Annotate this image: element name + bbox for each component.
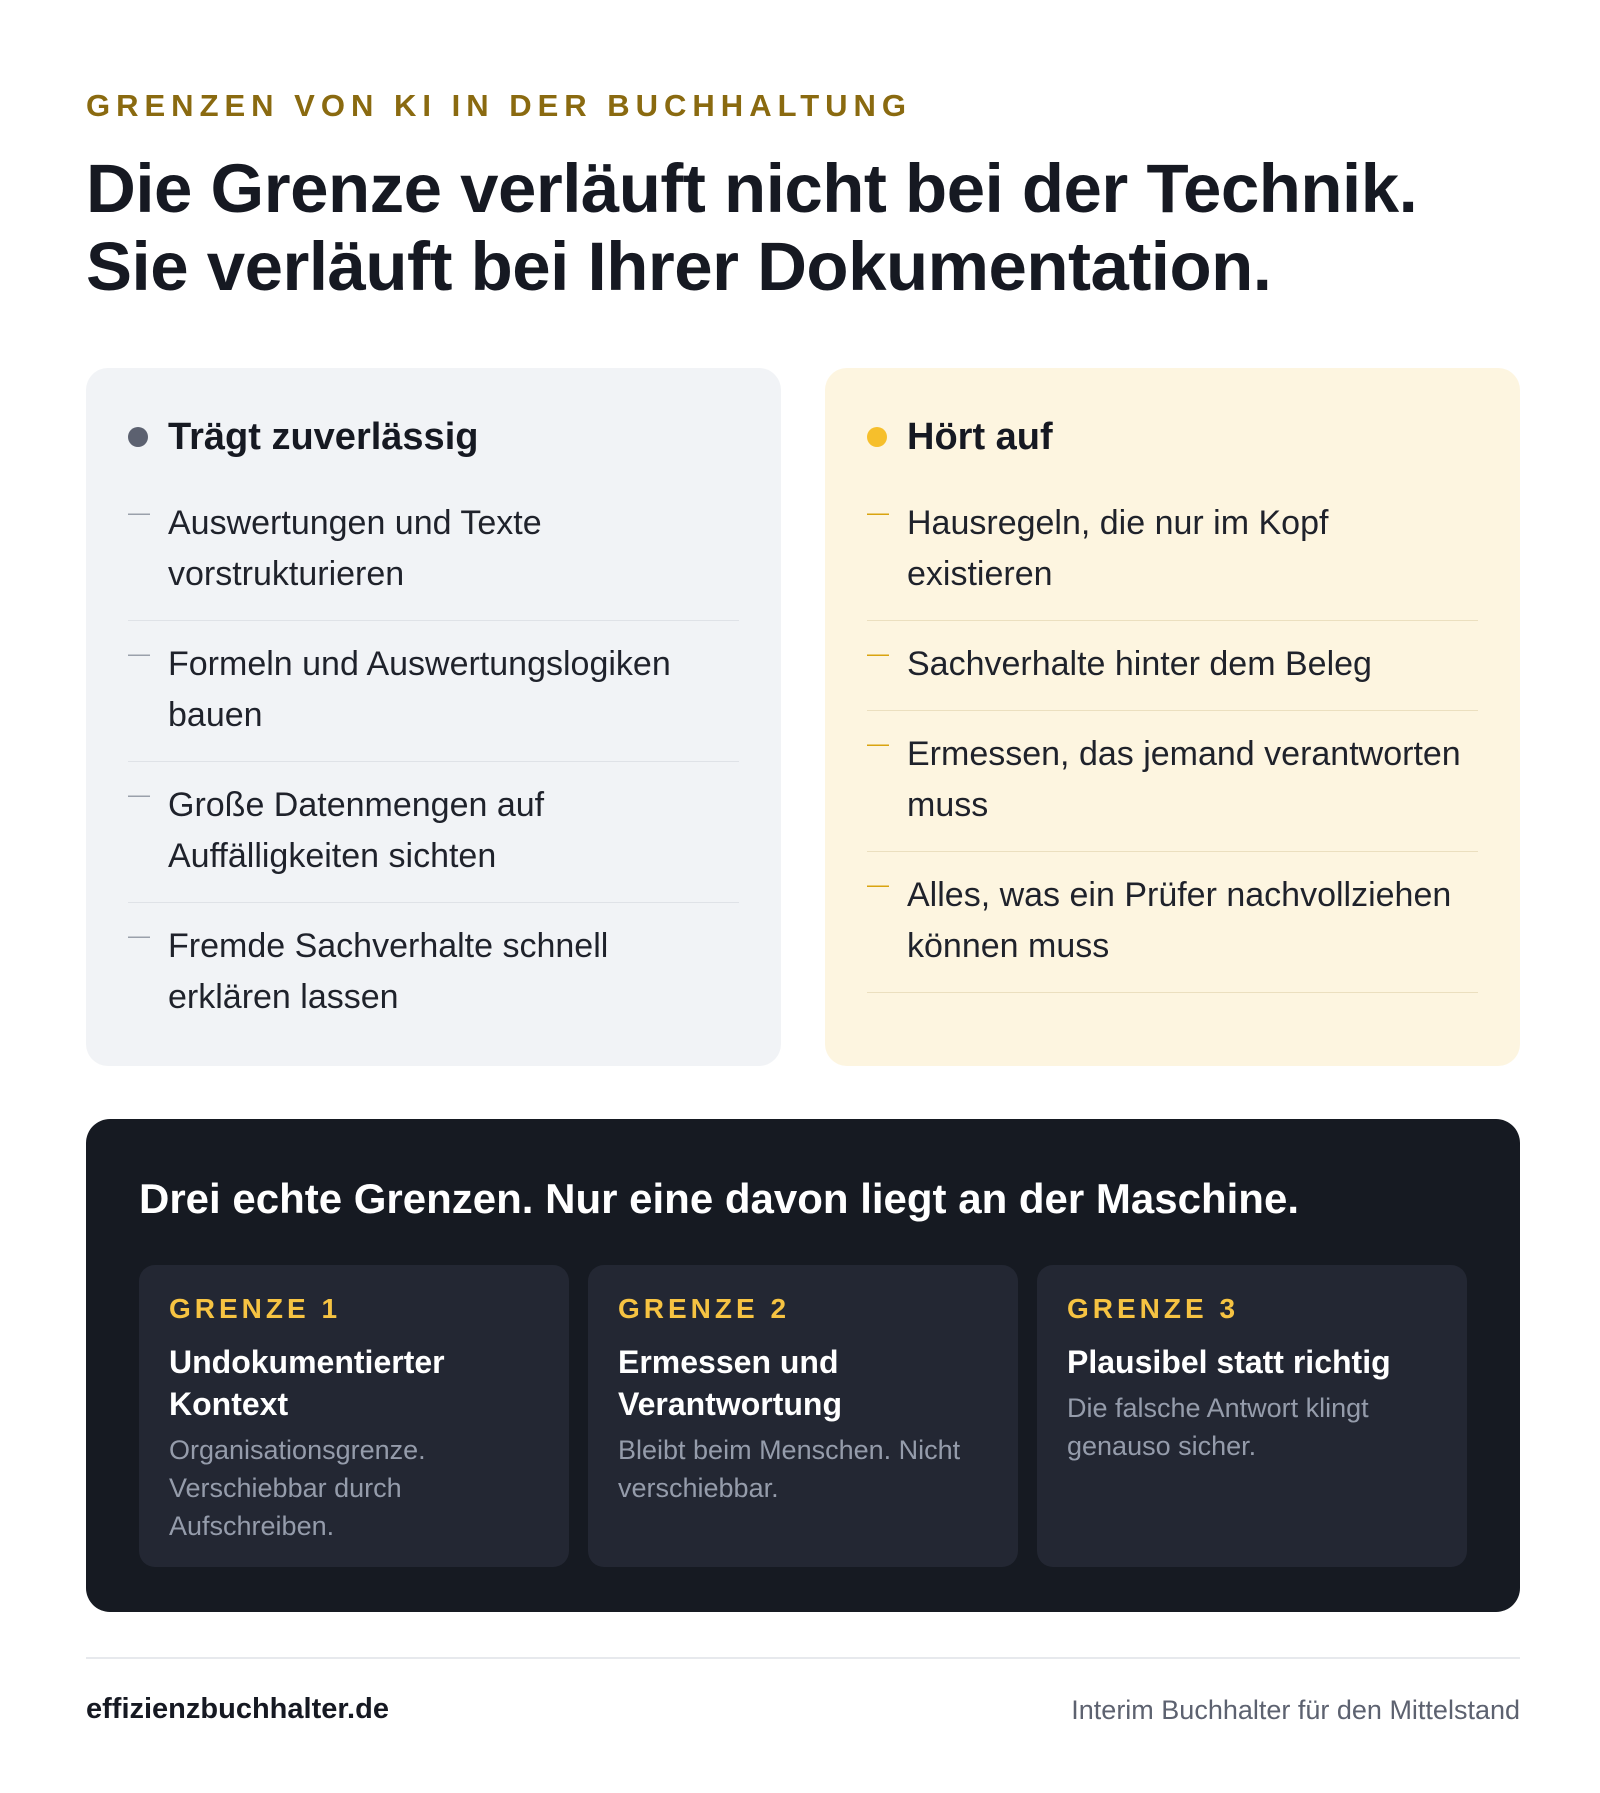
list-item-text: Formeln und Auswertungslogiken bauen: [168, 645, 671, 734]
stops-card: [825, 368, 1520, 1066]
dash-icon: —: [128, 923, 150, 948]
reliable-card-title: Trägt zuverlässig: [168, 415, 479, 458]
limit-label: GRENZE 1: [169, 1293, 342, 1324]
footer-tagline: Interim Buchhalter für den Mittelstand: [1071, 1695, 1520, 1725]
list-item-text: Auswertungen und Texte vorstrukturieren: [168, 504, 542, 593]
reliable-card-header: [128, 412, 739, 462]
limit-label: GRENZE 2: [618, 1293, 791, 1324]
list-item-text: Fremde Sachverhalte schnell erklären lassen: [168, 927, 609, 1016]
limits-panel: [86, 1119, 1520, 1612]
limit-description: Die falsche Antwort klingt genauso sicher.: [1067, 1393, 1369, 1461]
dash-icon: —: [867, 500, 889, 525]
list-item: [867, 852, 1478, 993]
list-item-text: Sachverhalte hinter dem Beleg: [907, 645, 1372, 683]
limit-title: Plausibel statt richtig: [1067, 1344, 1391, 1380]
limit-title: Ermessen und Verantwortung: [618, 1344, 843, 1422]
list-item: [128, 480, 739, 621]
limits-panel-title: Drei echte Grenzen. Nur eine davon liegt an der Maschine.: [139, 1175, 1299, 1222]
list-item-text: Große Datenmengen auf Auffälligkeiten sichten: [168, 786, 545, 875]
limit-description: Bleibt beim Menschen. Nicht verschiebbar.: [618, 1435, 961, 1503]
dash-icon: —: [128, 782, 150, 807]
list-item: [128, 621, 739, 762]
limit-card-3: [1037, 1265, 1467, 1567]
page-title-line-1: Die Grenze verläuft nicht bei der Technik.: [86, 150, 1418, 227]
list-item: [867, 621, 1478, 711]
yellow-dot-icon: [867, 427, 887, 447]
reliable-card: [86, 368, 781, 1066]
list-item: [128, 903, 739, 1043]
limit-title: Undokumentierter Kontext: [169, 1344, 445, 1422]
dash-icon: —: [128, 641, 150, 666]
dash-icon: —: [867, 872, 889, 897]
stops-card-header: [867, 412, 1478, 462]
list-item: [867, 711, 1478, 852]
eyebrow-label: GRENZEN VON KI IN DER BUCHHALTUNG: [86, 88, 913, 123]
website-link[interactable]: effizienzbuchhalter.de: [86, 1693, 389, 1725]
list-item: [867, 480, 1478, 621]
list-item-text: Ermessen, das jemand verantworten muss: [907, 735, 1461, 824]
stops-card-title: Hört auf: [907, 415, 1053, 458]
footer-divider: [86, 1657, 1520, 1659]
stops-list: [867, 480, 1478, 993]
limit-description: Organisationsgrenze. Verschiebbar durch Aufschreiben.: [169, 1435, 426, 1541]
list-item-text: Alles, was ein Prüfer nachvollziehen können muss: [907, 876, 1452, 965]
dash-icon: —: [867, 641, 889, 666]
limit-card-1: [139, 1265, 569, 1567]
list-item: [128, 762, 739, 903]
page-title-line-2: Sie verläuft bei Ihrer Dokumentation.: [86, 228, 1272, 305]
page-title: [86, 150, 1520, 306]
dash-icon: —: [128, 500, 150, 525]
gray-dot-icon: [128, 427, 148, 447]
limit-label: GRENZE 3: [1067, 1293, 1240, 1324]
list-item-text: Hausregeln, die nur im Kopf existieren: [907, 504, 1329, 593]
reliable-list: [128, 480, 739, 1043]
dash-icon: —: [867, 731, 889, 756]
limit-card-2: [588, 1265, 1018, 1567]
